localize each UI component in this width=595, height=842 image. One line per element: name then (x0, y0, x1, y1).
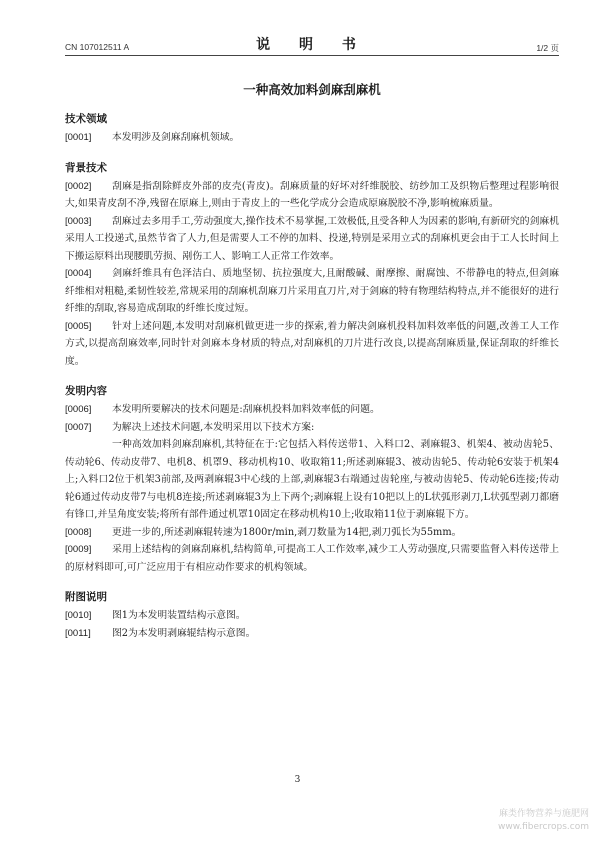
paragraph (65, 401, 559, 419)
paragraph-text: 更进一步的,所述剥麻辊转速为1800r/min,剥刀数量为14把,剥刀弧长为55mm。 (112, 526, 462, 538)
document-type-title: 说 明 书 (256, 37, 368, 53)
page-number: 3 (294, 775, 301, 785)
section-heading-background: 背景技术 (65, 161, 107, 174)
section-heading-technical-field: 技术领域 (65, 113, 107, 125)
paragraph (65, 318, 559, 371)
paragraph-text: 剑麻纤维具有色泽洁白、质地坚韧、抗拉强度大,且耐酸碱、耐摩擦、耐腐蚀、不带静电的特点,但剑麻纤维相对粗糙,柔韧性较差,常规采用的刮麻机刮麻刀片采用直刀片,对于剑麻的特有物理结构特点,并不能很好的进行纤维的刮取,容易造成刮取的纤维长度过短。 (65, 268, 559, 314)
paragraph-text: 本发明所要解决的技术问题是:刮麻机投料加料效率低的问题。 (112, 404, 380, 415)
paragraph-text: 为解决上述技术问题,本发明采用以下技术方案: (112, 421, 315, 433)
paragraph-number: [0011] (65, 627, 91, 639)
header-divider (65, 55, 559, 56)
section-heading-summary: 发明内容 (65, 385, 107, 397)
paragraph (65, 607, 559, 625)
document-body (65, 112, 559, 642)
paragraph-number: [0006] (65, 404, 92, 415)
paragraph-unnumbered: 一种高效加料剑麻刮麻机,其特征在于:它包括入料传送带1、入料口2、剥麻辊3、机架4、被动齿轮5、传动轮6、传动皮带7、电机8、机罩9、移动机构10、收取箱11;所述剥麻辊3、被动齿轮5、传动轮6安装于机架4上;入料口2位于机架3前部,及两剥麻辊3中心线的上部,剥麻辊3右端通过齿轮座,与被动齿轮5、传动轮6连接;传动轮6通过传动皮带7与电机8连接;所述剥麻辊3为上下两个;剥麻辊上设有10把以上的L状弧形剥刀,L状弧型剥刀都磨有锋口,并呈角度安装;将所有部件通过机罩10固定在移动机构10上;收取箱11位于剥麻辊下方。 (65, 439, 559, 520)
paragraph-number: [0007] (65, 421, 92, 433)
paragraph (65, 129, 559, 147)
invention-title: 一种高效加料剑麻刮麻机 (243, 82, 381, 97)
publication-number: CN 107012511 A (65, 42, 130, 52)
paragraph-number: [0008] (65, 526, 92, 538)
watermark-url: www.fibercrops.com (498, 822, 589, 832)
paragraph (65, 625, 559, 643)
paragraph-number: [0002] (65, 180, 92, 192)
paragraph-text: 图2为本发明剥麻辊结构示意图。 (112, 627, 256, 639)
paragraph-text: 刮麻是指刮除鲜皮外部的皮壳(青皮)。刮麻质量的好坏对纤维脱胶、纺纱加工及织物后整理过程影响很大,如果青皮刮不净,残留在原麻上,则由于青皮上的一些化学成分会造成原麻脱胶不净,影响梳麻质量。 (65, 180, 559, 209)
paragraph-number: [0003] (65, 215, 92, 227)
section-heading-drawings: 附图说明 (65, 591, 107, 603)
paragraph-text: 图1为本发明装置结构示意图。 (112, 610, 246, 621)
watermark (498, 808, 589, 834)
paragraph-number: [0005] (65, 320, 92, 332)
watermark-site-name: 麻类作物营养与施肥网 (498, 809, 589, 819)
page-indicator: 1/2 页 (536, 43, 559, 53)
paragraph (65, 213, 559, 266)
paragraph-number: [0001] (65, 132, 92, 143)
paragraph-text: 刮麻过去多用手工,劳动强度大,操作技术不易掌握,工效极低,且受各种人为因素的影响,有新研究的剑麻机采用人工投递式,虽然节省了人力,但是需要人工不停的加料、投递,特别是采用立式的刮麻机更会由于工人长时间上下搬运原料出现腰肌劳损、剐伤工人、影响工人正常工作效率。 (65, 215, 559, 262)
paragraph (65, 178, 559, 213)
page-header (65, 24, 559, 64)
paragraph-number: [0009] (65, 544, 92, 555)
paragraph (65, 541, 559, 576)
paragraph-number: [0010] (65, 610, 92, 621)
paragraph-text: 本发明涉及剑麻刮麻机领域。 (112, 132, 240, 143)
paragraph (65, 524, 559, 542)
paragraph-text: 采用上述结构的剑麻刮麻机,结构简单,可提高工人工作效率,减少工人劳动强度,只需要监督入料传送带上的原材料即可,可广泛应用于有相应动作要求的机构领域。 (65, 544, 559, 573)
paragraph-text: 针对上述问题,本发明对刮麻机做更进一步的探索,着力解决剑麻机投料加料效率低的问题,改善工人工作方式,以提高刮麻效率,同时针对剑麻本身材质的特点,对刮麻机的刀片进行改良,以提高刮麻质量,保证刮取的纤维长度。 (65, 320, 559, 367)
paragraph (65, 265, 559, 318)
paragraph-number: [0004] (65, 268, 92, 279)
paragraph (65, 419, 559, 437)
